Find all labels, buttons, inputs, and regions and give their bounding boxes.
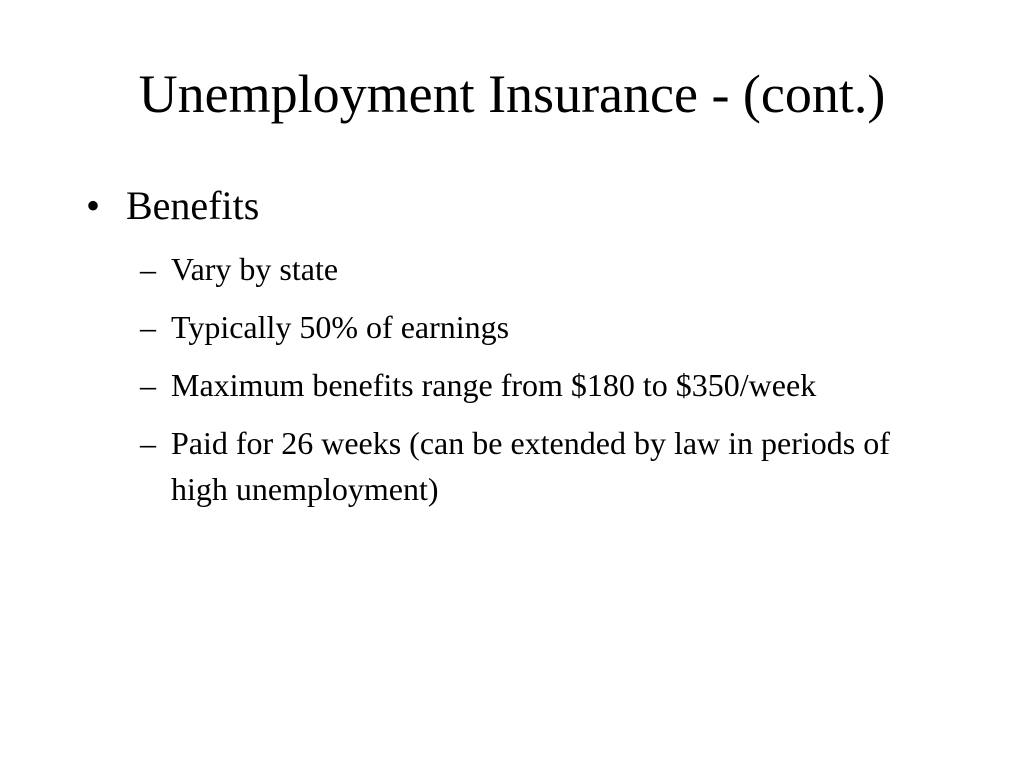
sub-bullet-item [140, 246, 960, 292]
sub-bullet-text: Maximum benefits range from $180 to $350/week [171, 367, 817, 403]
dash-marker: – [140, 425, 156, 461]
sub-bullet-item [140, 304, 960, 350]
bullet-label: Benefits [126, 183, 260, 228]
dash-marker: – [140, 251, 156, 287]
dash-marker: – [140, 367, 156, 403]
sub-bullet-text: Typically 50% of earnings [171, 309, 510, 345]
dash-marker: – [140, 309, 156, 345]
sub-bullet-list [140, 246, 960, 524]
slide-title: Unemployment Insurance - (cont.) [138, 64, 886, 124]
sub-bullet-item [140, 420, 960, 512]
sub-bullet-text: Paid for 26 weeks (can be extended by law in periods of high unemployment) [171, 425, 890, 507]
sub-bullet-text: Vary by state [171, 251, 339, 287]
sub-bullet-item [140, 362, 960, 408]
bullet-marker: • [86, 183, 101, 228]
